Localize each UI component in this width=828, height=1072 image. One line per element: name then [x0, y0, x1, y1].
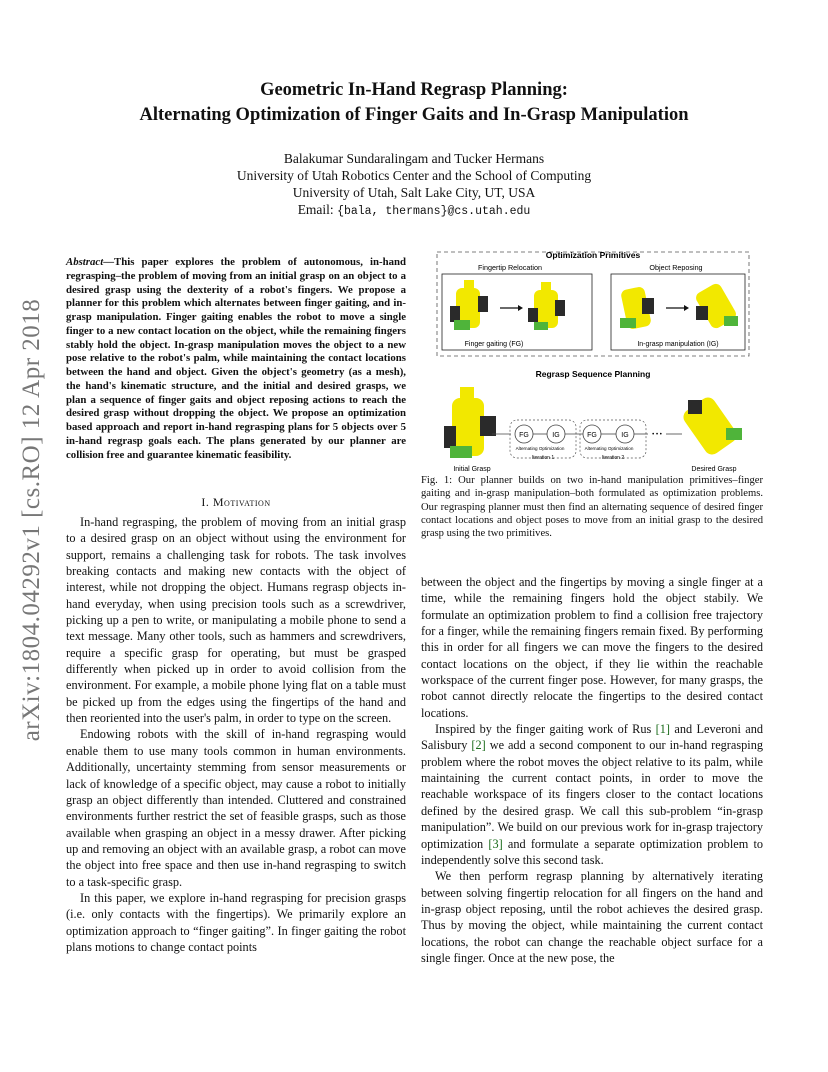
iteration-2-label: Iteration 2 [601, 455, 625, 461]
abstract-text: —This paper explores the problem of autonomous, in-hand regrasping–the problem of moving from an initial grasp on an object to a desired grasp using the dexterity of a robot's fingers. We propose a planner for this problem which alternates between finger gaiting, and in-grasp manipulation. Finger gaiting enables the robot to move a single finger to a new contact location on the object, while the remaining fingers stably hold the object. In-grasp manipulation moves the object to a new pose relative to the robot's palm, while maintaining the contact locations between the hand and object. Given the object's geometry (as a mesh), the hand's kinematic structure, and the initial and desired grasps, we plan a sequence of finger gaits and object reposing actions to reach the desired grasp without dropping the object. We propose an optimization based approach and report in-hand regrasping plans for 5 objects over 5 in-hand regrasp goals each. The plans generated by our planner are collision free and guarantee kinematic feasibility. [66, 256, 406, 461]
section-heading [66, 495, 406, 510]
alt-opt-label: Alternating Optimization [584, 446, 634, 451]
affiliation-1: University of Utah Robotics Center and the School of Computing [236, 168, 592, 183]
finger-gaiting-object-after [528, 282, 565, 330]
iteration-1-label: Iteration 1 [531, 455, 555, 461]
abstract [66, 256, 406, 462]
paragraph: Inspired by the finger gaiting work of Rus [1] and Leveroni and Salisbury [2] we add a second component to our in-hand regrasping problem where the robot moves the object relative to its palm, while maintaining the current contact points, in order to move the reachable workspace of its fingers closer to the contact locations defined by the desired grasp. We call this sub-problem “in-grasp manipulation”. We build on our previous work for in-grasp trajectory optimization [3] and formulate a separate optimization problem to independently solve this second task. [421, 722, 764, 867]
arrow-head-icon [518, 305, 523, 311]
citation-link[interactable]: [3] [488, 836, 503, 851]
ellipsis-icon: • • • [652, 432, 662, 438]
fingertip-relocation-label: Fingertip Relocation [478, 263, 542, 272]
figure-1 [434, 250, 754, 475]
arxiv-id: arXiv:1804.04292v1 [cs.RO] 12 Apr 2018 [18, 298, 45, 742]
object-reposing-label: Object Reposing [649, 263, 703, 272]
in-grasp-object-before [620, 286, 654, 330]
fg-label: FG [519, 432, 529, 439]
in-grasp-object-after [694, 282, 738, 331]
finger-gaiting-object-before [450, 280, 488, 330]
caption-label: Fig. 1: [421, 475, 453, 486]
paragraph: We then perform regrasp planning by alternatively iterating between solving fingertip relocation for all fingers on the hand and in-grasp object reposing, until the robot achieves the desired grasp. Thus by moving the object, while maintaining the current contact locations, the robot can change the reachable object surface for a single finger. Once at the new pose, the [421, 869, 763, 965]
fg-label: FG [587, 432, 597, 439]
desired-grasp-label: Desired Grasp [691, 466, 737, 473]
alt-opt-label: Alternating Optimization [515, 446, 565, 451]
email-address: {bala, thermans}@cs.utah.edu [337, 205, 531, 218]
finger-gaiting-label: Finger gaiting (FG) [464, 341, 524, 348]
arxiv-sidebar-stamp [14, 270, 50, 770]
paragraph: between the object and the fingertips by moving a single finger at a time, while the remaining fingers hold the object stabily. We formulate an optimization problem to find a collision free trajectory for a finger, while the remaining fingers remain fixed. By performing this in order for all fingers we can move the fingers to the desired contact locations on the object, if they lie within the reachable workspace of the current finger pose. However, for many grasps, the robot cannot directly relocate the fingertips to the desired contact locations. [421, 575, 763, 720]
ig-label: IG [552, 432, 560, 439]
initial-grasp-object [444, 387, 496, 458]
title-line-2: Alternating Optimization of Finger Gaits and In-Grasp Manipulation [139, 105, 689, 125]
primitives-title: Optimization Primitives [545, 250, 641, 260]
figure-caption [421, 474, 763, 540]
sequence-title: Regrasp Sequence Planning [535, 369, 651, 379]
citation-link[interactable]: [2] [471, 738, 486, 753]
paragraph: In-hand regrasping, the problem of moving from an initial grasp to a desired grasp on an object without using the environment for support, remains a challenging task for robots. The task involves breaking contacts and making new contacts with the object of interest, while not dropping the object. Humans regrasp objects in-hand everyday, when using precision tools such as a screwdriver, picking up a pen to write, or manipulating a mobile phone to send a text message. Many other tools, such as hammers and screwdrivers, require a specific grasp for operating, but must be grasped differently when picked up in order to avoid collision from the environment. For example, a mobile phone lying flat on a table must be picked up from the edges using the fingertips of the hand and then reoriented into the user's palm, in order to type on the screen. [66, 515, 406, 726]
arrow-head-icon [684, 305, 689, 311]
author-block [60, 150, 768, 220]
section-heading-text: I. Motivation [201, 495, 271, 509]
abstract-label: Abstract [66, 256, 104, 268]
ig-label: IG [621, 432, 629, 439]
paper-title [60, 78, 768, 128]
affiliation-2: University of Utah, Salt Lake City, UT, USA [292, 185, 536, 200]
title-line-1: Geometric In-Hand Regrasp Planning: [260, 80, 568, 100]
paragraph: In this paper, we explore in-hand regrasping for precision grasps (i.e. only contacts with the fingertips). We primarily explore an optimization approach to “finger gaiting”. In finger gaiting the robot plans motions to change contact points [66, 890, 406, 954]
initial-grasp-label: Initial Grasp [453, 466, 491, 473]
author-names: Balakumar Sundaralingam and Tucker Hermans [283, 151, 545, 166]
right-column-body [421, 574, 763, 966]
in-grasp-label: In-grasp manipulation (IG) [637, 341, 719, 348]
paragraph: Endowing robots with the skill of in-hand regrasping would enable them to use many tools common in human environments. Additionally, uncertainty stemming from sensor measurements or lack of knowledge of a specific object, may cause a robot to initially grasp an object differently than intended. Cluttered and constrained environments further restrict the set of feasible grasps, such as those available when grasping an object in a messy drawer. After picking up and removing an object with an available grasp, a robot can move the object into free space and then use in-hand regrasping to switch to a task-specific grasp. [66, 727, 406, 889]
email-line [60, 201, 768, 220]
citation-link[interactable]: [1] [655, 722, 671, 737]
caption-text: Our planner builds on two in-hand manipulation primitives–finger gaiting and in-grasp manipulation–both formulated as optimization problems. Our regrasping planner must then find an alternating sequence of desired finger contact locations and object poses to move from an initial grasp to the desired grasp using the two primitives. [421, 475, 763, 540]
left-column-body [66, 514, 406, 955]
email-label: Email: [297, 202, 334, 217]
desired-grasp-object [680, 394, 742, 457]
